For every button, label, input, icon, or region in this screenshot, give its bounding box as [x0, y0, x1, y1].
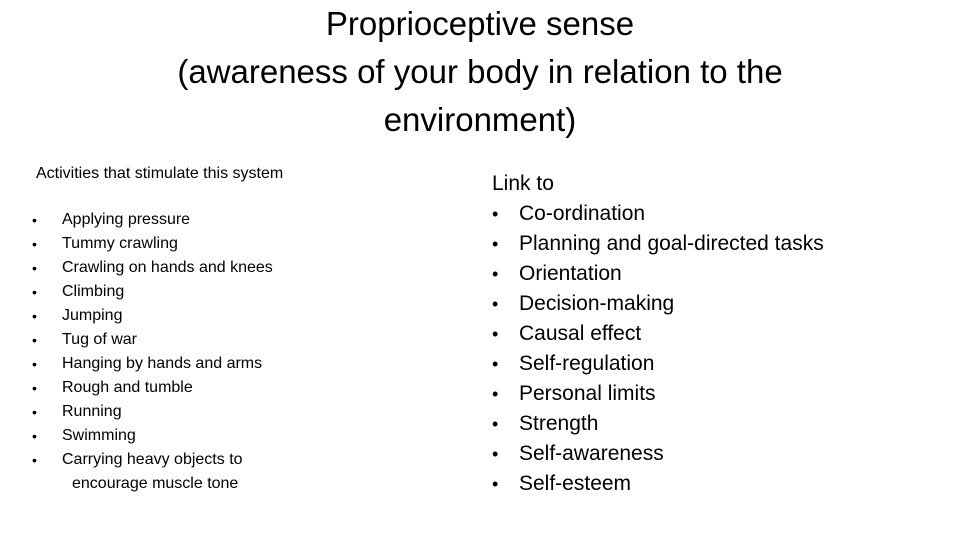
activity-label: Tummy crawling	[62, 235, 178, 252]
list-item	[32, 424, 436, 448]
list-item	[492, 199, 932, 229]
bullet-icon: •	[492, 324, 499, 344]
activity-label: Climbing	[62, 283, 125, 300]
activity-label: Hanging by hands and arms	[62, 355, 263, 372]
list-item	[32, 256, 436, 280]
title-line-2: (awareness of your body in relation to the	[177, 53, 783, 90]
list-item	[492, 349, 932, 379]
link-label: Strength	[519, 412, 599, 435]
link-label: Personal limits	[519, 382, 656, 405]
activity-label: Tug of war	[62, 331, 137, 348]
list-item	[32, 232, 436, 256]
list-item	[32, 376, 436, 400]
slide-title	[40, 0, 920, 144]
activity-label: Applying pressure	[62, 211, 191, 228]
activities-heading: Activities that stimulate this system	[36, 165, 284, 182]
title-line-1: Proprioceptive sense	[325, 5, 635, 42]
bullet-icon: •	[32, 380, 37, 396]
bullet-icon: •	[32, 404, 37, 420]
link-label: Co-ordination	[519, 202, 646, 225]
link-label: Orientation	[519, 262, 622, 285]
bullet-icon: •	[32, 308, 37, 324]
bullet-icon: •	[492, 354, 499, 374]
bullet-icon: •	[32, 428, 37, 444]
bullet-icon: •	[492, 474, 499, 494]
list-item	[492, 409, 932, 439]
link-label: Causal effect	[519, 322, 642, 345]
activity-label-line-2: encourage muscle tone	[72, 475, 239, 492]
link-label: Self-regulation	[519, 352, 655, 375]
activity-label: Jumping	[62, 307, 123, 324]
bullet-icon: •	[32, 452, 37, 468]
list-item	[32, 304, 436, 328]
list-item	[32, 400, 436, 424]
activity-label: Running	[62, 403, 122, 420]
list-item	[492, 469, 932, 499]
list-item	[492, 319, 932, 349]
bullet-icon: •	[492, 384, 499, 404]
list-item	[492, 229, 932, 259]
list-item	[32, 280, 436, 304]
list-item	[492, 379, 932, 409]
activity-label: Swimming	[62, 427, 136, 444]
link-label: Decision-making	[519, 292, 675, 315]
title-line-3: environment)	[383, 101, 577, 138]
activities-list	[32, 208, 436, 496]
activity-label: Crawling on hands and knees	[62, 259, 273, 276]
list-item	[492, 259, 932, 289]
bullet-icon: •	[492, 264, 499, 284]
bullet-icon: •	[32, 260, 37, 276]
bullet-icon: •	[492, 204, 499, 224]
links-section	[492, 169, 932, 499]
bullet-icon: •	[492, 414, 499, 434]
links-heading: Link to	[492, 172, 554, 195]
links-list	[492, 199, 932, 499]
activity-label: Rough and tumble	[62, 379, 193, 396]
bullet-icon: •	[492, 234, 499, 254]
activity-label-line-1: Carrying heavy objects to	[62, 451, 243, 468]
bullet-icon: •	[32, 332, 37, 348]
bullet-icon: •	[32, 284, 37, 300]
bullet-icon: •	[32, 356, 37, 372]
activities-section	[32, 162, 436, 496]
link-label: Planning and goal-directed tasks	[519, 232, 824, 255]
list-item	[492, 289, 932, 319]
activity-label	[62, 448, 332, 496]
bullet-icon: •	[492, 444, 499, 464]
bullet-icon: •	[32, 236, 37, 252]
link-label: Self-awareness	[519, 442, 664, 465]
link-label: Self-esteem	[519, 472, 632, 495]
list-item	[32, 352, 436, 376]
bullet-icon: •	[492, 294, 499, 314]
bullet-icon: •	[32, 212, 37, 228]
list-item	[32, 448, 436, 496]
list-item	[32, 208, 436, 232]
list-item	[32, 328, 436, 352]
list-item	[492, 439, 932, 469]
